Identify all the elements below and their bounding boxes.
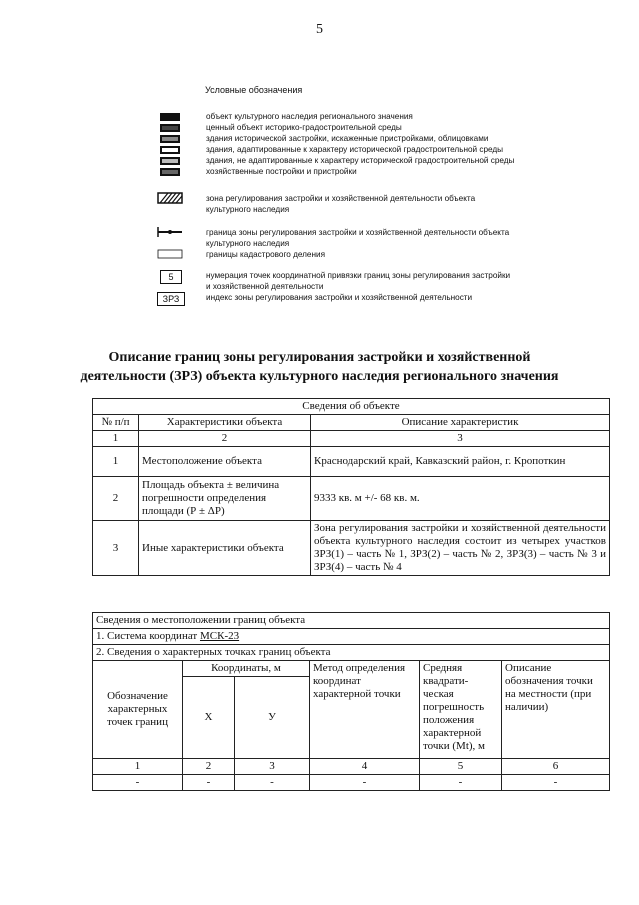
coordinate-system-label: 1. Система координат [96, 630, 198, 642]
column-number: 4 [310, 759, 420, 775]
adapted-buildings-symbol [160, 146, 180, 154]
column-header: Описание обозначения точки на местности (при наличии) [502, 661, 610, 759]
point-number-symbol: 5 [160, 270, 182, 284]
table-row [93, 521, 610, 576]
title-line-2: деятельности (ЗРЗ) объекта культурного наследия регионального значения [80, 369, 559, 384]
column-header: Средняя квадрати-ческая погрешность положения характерной точки (Mt), м [420, 661, 502, 759]
coordinate-system [93, 629, 610, 645]
table-row [93, 477, 610, 521]
zone-border-icon [157, 226, 183, 238]
characteristic-description: Зона регулирования застройки и хозяйственной деятельности объекта культурного наследия состоит из четырех участков ЗРЗ(1) – часть № 1, ЗРЗ(2) – часть № 2, ЗРЗ(3) – часть № 3 и ЗРЗ(4) – часть № 4 [311, 521, 610, 576]
table-cell: - [183, 775, 235, 791]
non-adapted-buildings-symbol [160, 157, 180, 165]
column-number: 2 [183, 759, 235, 775]
column-header: Обозначение характерных точек границ [93, 661, 183, 759]
column-number: 2 [139, 431, 311, 447]
row-number: 3 [93, 521, 139, 576]
table-cell: - [502, 775, 610, 791]
zone-index-symbol: ЗРЗ [157, 292, 185, 306]
table-caption: Сведения об объекте [93, 399, 610, 415]
document-title [0, 348, 639, 386]
cadastral-border-icon [157, 248, 183, 260]
column-header: Х [183, 677, 235, 759]
legend-item-non-adapted: здания, не адаптированные к характеру исторической градостроительной среды [206, 156, 515, 165]
legend-title: Условные обозначения [205, 85, 303, 95]
valuable-object-symbol [160, 124, 180, 132]
legend-numbering-text-1: нумерация точек координатной привязки границ зоны регулирования застройки [206, 271, 511, 280]
heritage-object-symbol [160, 113, 180, 121]
distorted-buildings-symbol [160, 135, 180, 143]
title-line-1: Описание границ зоны регулирования застройки и хозяйственной [108, 350, 531, 365]
legend-cadastral: границы кадастрового деления [206, 250, 325, 259]
legend-item-distorted: здания исторической застройки, искаженные пристройками, облицовками [206, 134, 489, 143]
page-number: 5 [316, 22, 323, 37]
row-number: 1 [93, 447, 139, 477]
column-number: 5 [420, 759, 502, 775]
table-cell: - [420, 775, 502, 791]
row-number: 2 [93, 477, 139, 521]
table-cell: - [310, 775, 420, 791]
legend-item-adapted: здания, адаптированные к характеру исторической градостроительной среды [206, 145, 504, 154]
column-number: 6 [502, 759, 610, 775]
characteristic-name: Местоположение объекта [139, 447, 311, 477]
coordinate-system-value: МСК-23 [199, 630, 240, 642]
table-cell: - [93, 775, 183, 791]
table-cell: - [235, 775, 310, 791]
legend-item-outbuildings: хозяйственные постройки и пристройки [206, 167, 357, 176]
legend-border-text-1: граница зоны регулирования застройки и хозяйственной деятельности объекта [206, 228, 510, 237]
characteristic-description: 9333 кв. м +/- 68 кв. м. [311, 477, 610, 521]
legend-numbering-text-2: и хозяйственной деятельности [206, 282, 324, 291]
characteristic-name: Иные характеристики объекта [139, 521, 311, 576]
column-header: Метод определения координат характерной точки [310, 661, 420, 759]
column-header: Координаты, м [183, 661, 310, 677]
column-header: Описание характеристик [311, 415, 610, 431]
object-info-table [92, 398, 610, 576]
legend-item-valuable: ценный объект историко-градостроительной среды [206, 123, 402, 132]
characteristic-description: Краснодарский край, Кавказский район, г. Кропоткин [311, 447, 610, 477]
table-row [93, 447, 610, 477]
legend-zone-text-1: зона регулирования застройки и хозяйственной деятельности объекта [206, 194, 476, 203]
column-number: 1 [93, 759, 183, 775]
outbuildings-symbol [160, 168, 180, 176]
table-row [93, 775, 610, 791]
table-caption: Сведения о местоположении границ объекта [93, 613, 610, 629]
legend-border-text-2: культурного наследия [206, 239, 290, 248]
column-number: 1 [93, 431, 139, 447]
column-number: 3 [311, 431, 610, 447]
points-caption: 2. Сведения о характерных точках границ объекта [93, 645, 610, 661]
column-number: 3 [235, 759, 310, 775]
legend-item-heritage: объект культурного наследия регионального значения [206, 112, 413, 121]
legend-index-text: индекс зоны регулирования застройки и хозяйственной деятельности [206, 293, 473, 302]
boundary-location-table [92, 612, 610, 791]
legend-zone-text-2: культурного наследия [206, 205, 290, 214]
column-header: Характеристики объекта [139, 415, 311, 431]
hatched-zone-icon [157, 192, 183, 204]
column-header: № п/п [93, 415, 139, 431]
column-header: У [235, 677, 310, 759]
characteristic-name: Площадь объекта ± величина погрешности определения площади (Р ± ΔР) [139, 477, 311, 521]
